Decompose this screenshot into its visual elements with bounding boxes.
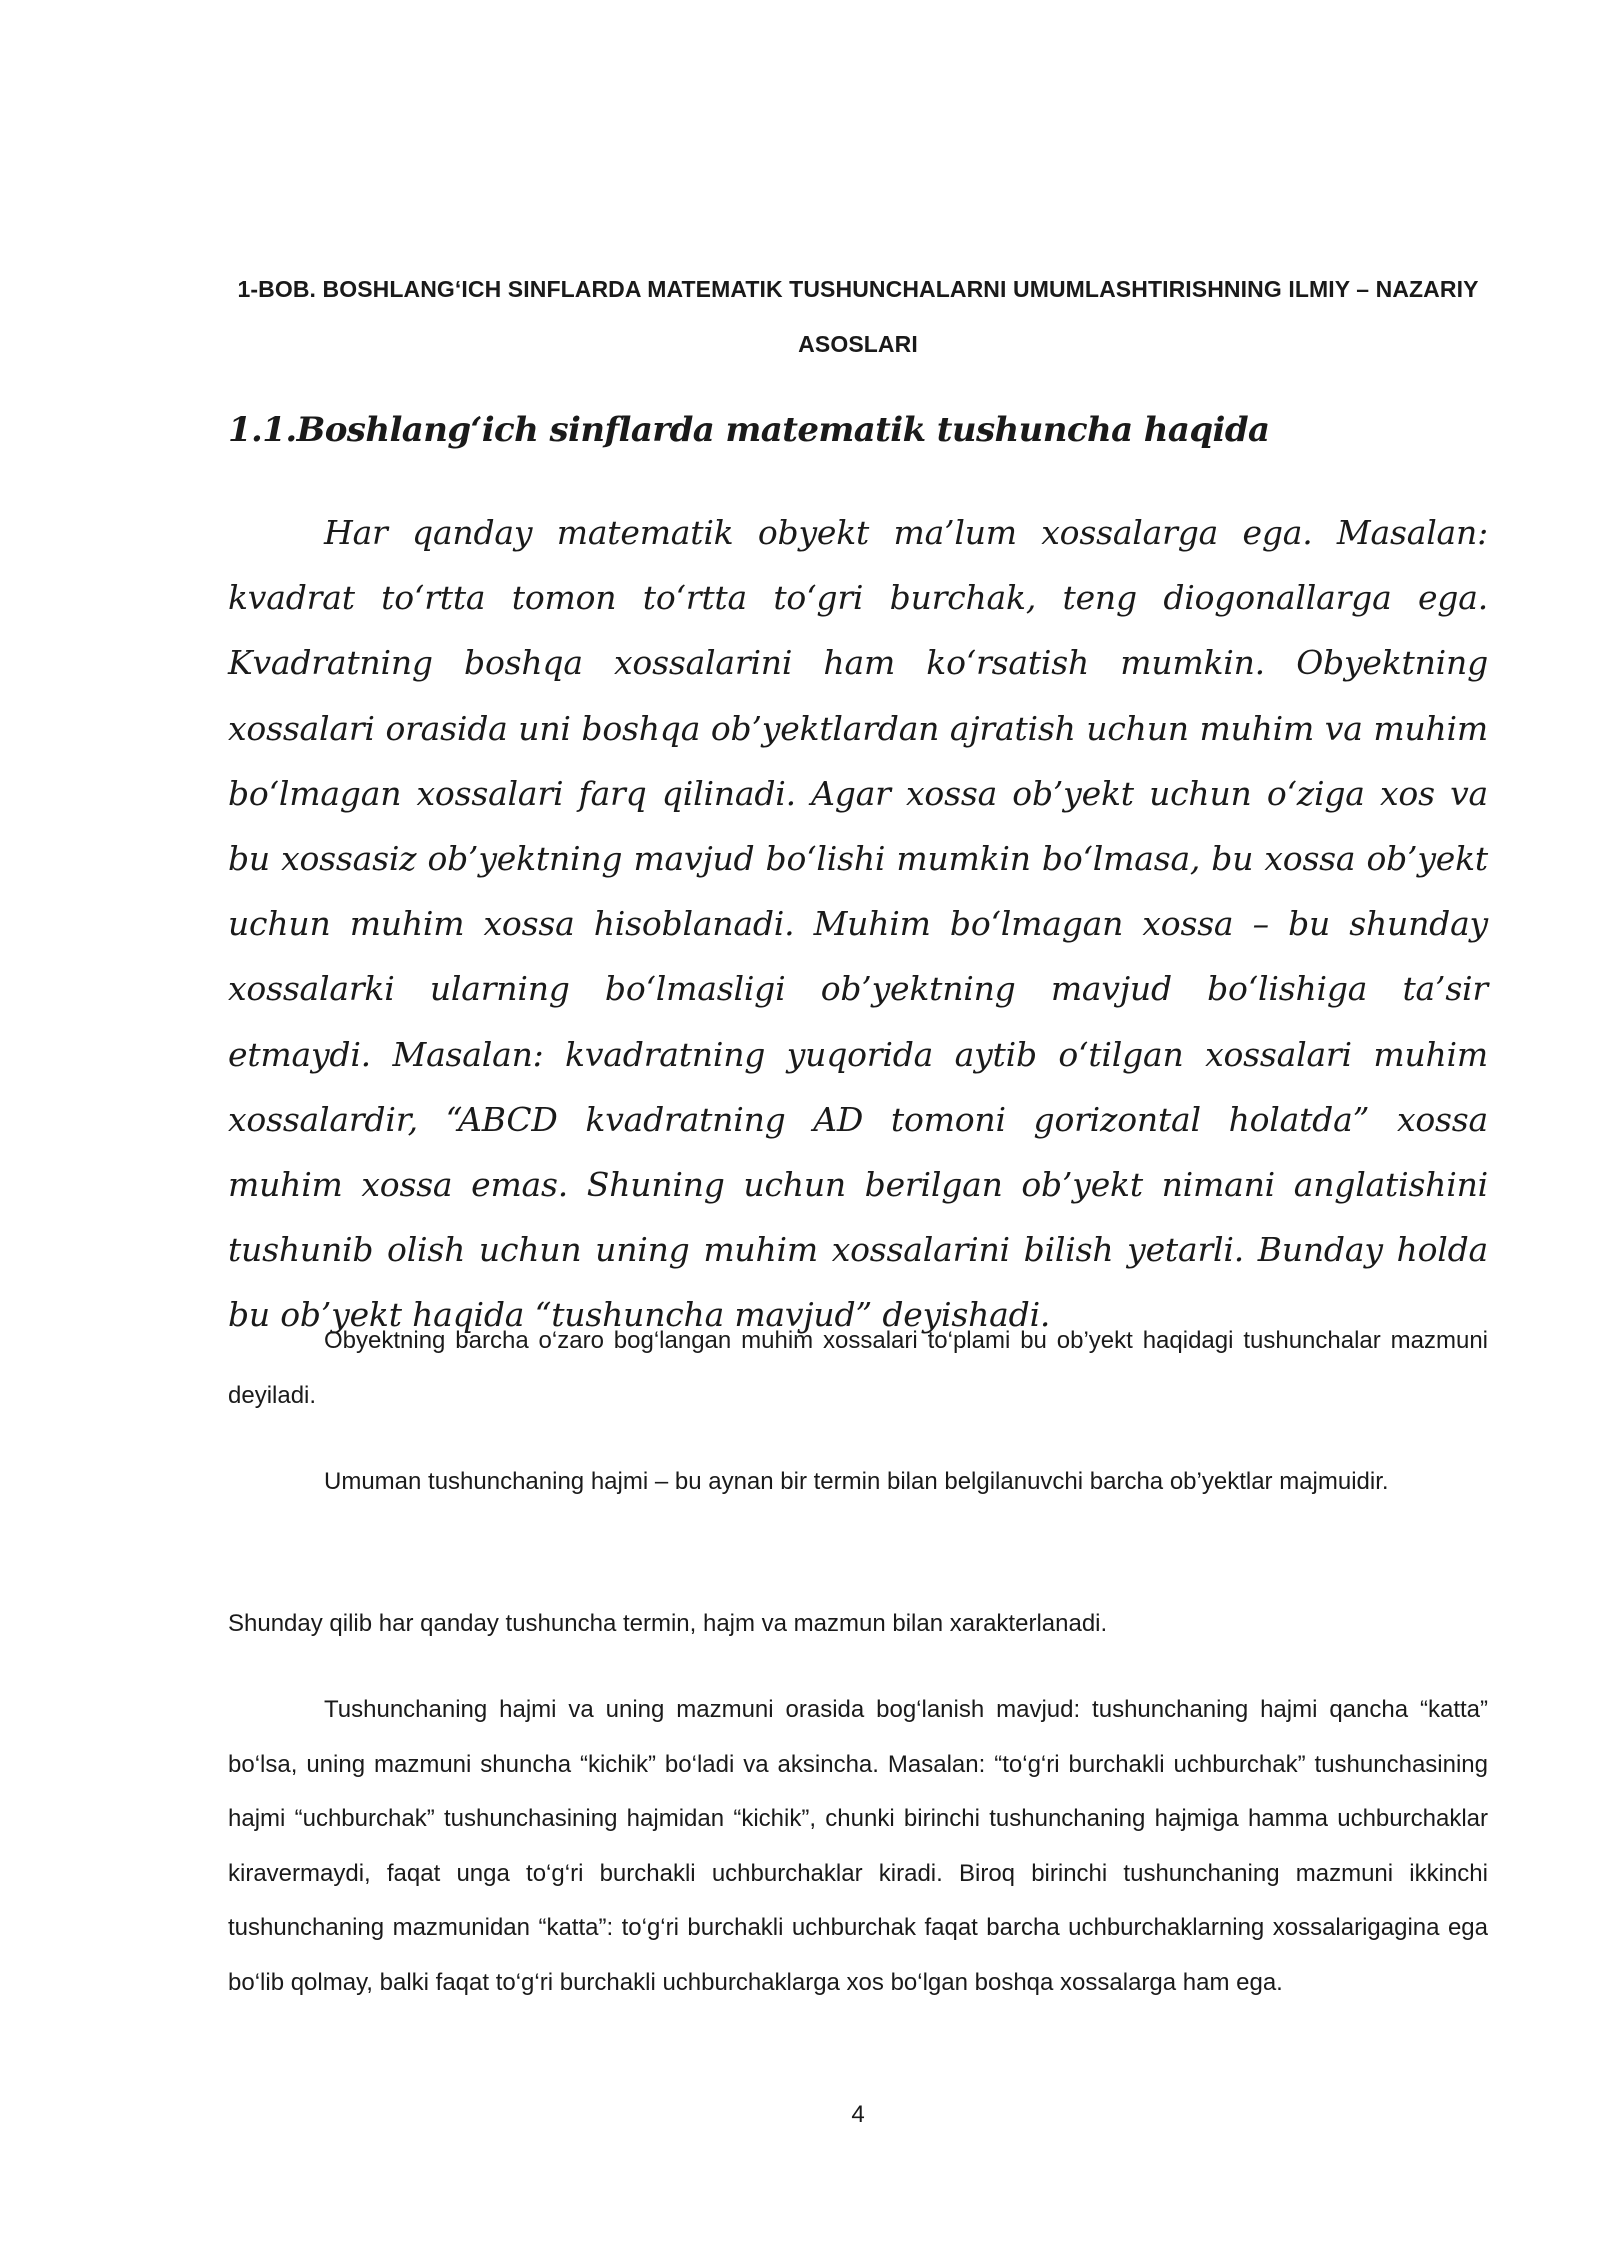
intro-paragraph: Har qanday matematik obyekt ma’lum xossalarga ega. Masalan: kvadrat to‘rtta tomon to‘rtta to‘gri burchak, teng diogonallarga ega. Kvadratning boshqa xossalarini ham ko‘rsatish mumkin. Obyektning xossalari orasida uni boshqa ob’yektlardan ajratish uchun muhim va muhim bo‘lmagan xossalari farq qilinadi. Agar xossa ob’yekt uchun o‘ziga xos va bu xossasiz ob’yektning mavjud bo‘lishi mumkin bo‘lmasa, bu xossa ob’yekt uchun muhim xossa hisoblanadi. Muhim bo‘lmagan xossa – bu shunday xossalarki ularning bo‘lmasligi ob’yektning mavjud bo‘lishiga ta’sir etmaydi. Masalan: kvadratning yuqorida aytib o‘tilgan xossalari muhim xossalardir, “ABCD kvadratning AD tomoni gorizontal holatda” xossa muhim xossa emas. Shuning uchun berilgan ob’yekt nimani anglatishini tushunib olish uchun uning muhim xossalarini bilish yetarli. Bunday holda bu ob’yekt haqida “tushuncha mavjud” deyishadi. <box>228 513 1488 1335</box>
page-number: 4 <box>851 2101 865 2128</box>
body-paragraph-volume-definition: Umuman tushunchaning hajmi – bu aynan bir termin bilan belgilanuvchi barcha ob’yektlar majmuidir. <box>324 1468 1389 1495</box>
section-heading: 1.1.Boshlang‘ich sinflarda matematik tushuncha haqida <box>228 410 1270 450</box>
chapter-title: 1-BOB. BOSHLANG‘ICH SINFLARDA MATEMATIK TUSHUNCHALARNI UMUMLASHTIRISHNING ILMIY – NAZARIY ASOSLARI <box>237 276 1479 357</box>
body-paragraph-content-definition: Obyektning barcha o‘zaro bog‘langan muhim xossalari to‘plami bu ob’yekt haqidagi tushunchalar mazmuni deyiladi. <box>228 1327 1488 1409</box>
body-paragraph-summary: Shunday qilib har qanday tushuncha termin, hajm va mazmun bilan xarakterlanadi. <box>228 1610 1108 1637</box>
body-paragraph-volume-content-relation: Tushunchaning hajmi va uning mazmuni orasida bog‘lanish mavjud: tushunchaning hajmi qancha “katta” bo‘lsa, uning mazmuni shuncha “kichik” bo‘ladi va aksincha. Masalan: “to‘g‘ri burchakli uchburchak” tushunchasining hajmi “uchburchak” tushunchasining hajmidan “kichik”, chunki birinchi tushunchaning hajmiga hamma uchburchaklar kiravermaydi, faqat unga to‘g‘ri burchakli uchburchaklar kiradi. Biroq birinchi tushunchaning mazmuni ikkinchi tushunchaning mazmunidan “katta”: to‘g‘ri burchakli uchburchak faqat barcha uchburchaklarning xossalarigagina ega bo‘lib qolmay, balki faqat to‘g‘ri burchakli uchburchaklarga xos bo‘lgan boshqa xossalarga ham ega. <box>228 1696 1488 1996</box>
